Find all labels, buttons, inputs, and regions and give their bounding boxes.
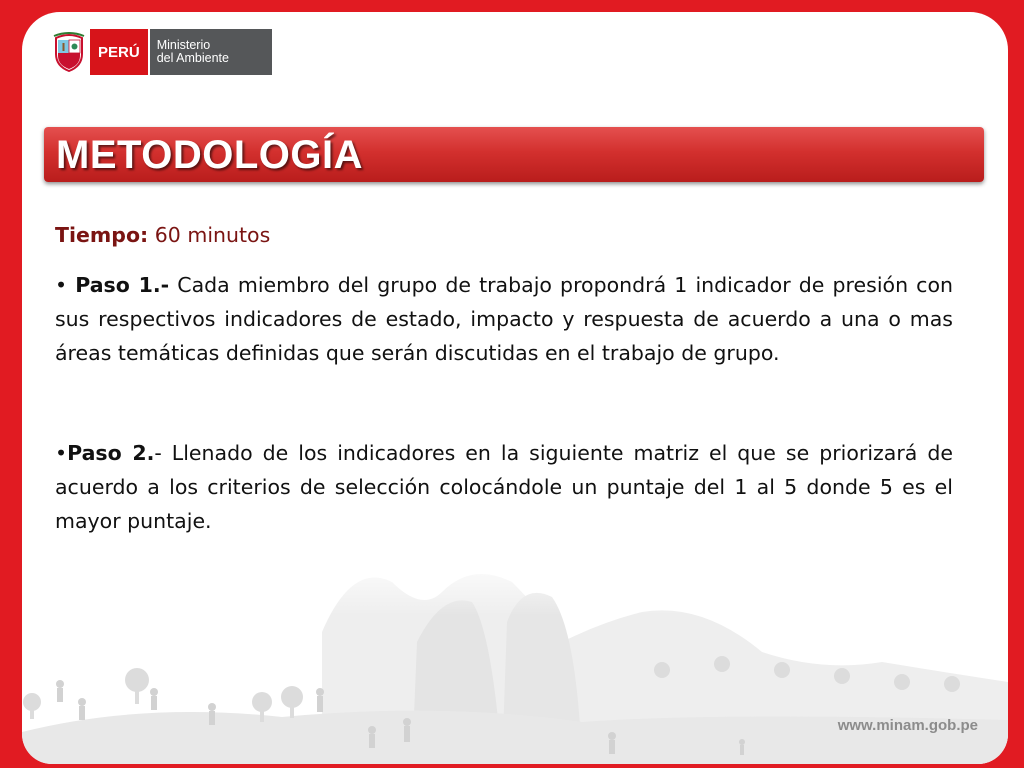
- slide-body: [55, 218, 953, 538]
- paso1-bullet: •: [55, 273, 76, 297]
- paso2-label: Paso 2.: [67, 441, 155, 465]
- title-bar: [44, 127, 984, 182]
- logo-ministry-line1: Ministerio: [156, 38, 211, 52]
- tiempo-value: 60 minutos: [148, 223, 271, 247]
- slide: [22, 12, 1008, 764]
- paso2-paragraph: [55, 436, 953, 538]
- logo-ministry-line2: del Ambiente: [156, 51, 229, 65]
- page-title: METODOLOGÍA: [56, 133, 363, 177]
- paso2-text: - Llenado de los indicadores en la siguiente matriz el que se priorizará de acuerdo a los criterios de selección colocándole un puntaje del 1 al 5 donde 5 es el mayor puntaje.: [55, 441, 953, 533]
- tiempo-line: [55, 218, 953, 252]
- tiempo-label: Tiempo:: [55, 223, 149, 247]
- logo-ministry-label: [150, 29, 272, 75]
- paso1-paragraph: [55, 268, 953, 370]
- paso1-label: Paso 1.-: [75, 273, 170, 297]
- footer-url: www.minam.gob.pe: [837, 717, 978, 734]
- paso1-text: Cada miembro del grupo de trabajo propondrá 1 indicador de presión con sus respectivos indicadores de estado, impacto y respuesta de acuerdo a una o mas áreas temáticas definidas que serán discutidas en el trabajo de grupo.: [55, 273, 953, 365]
- minam-logo: [52, 28, 272, 76]
- paso2-bullet: •: [55, 441, 68, 465]
- coat-of-arms-icon: [52, 28, 86, 76]
- logo-country-label: PERÚ: [90, 29, 150, 75]
